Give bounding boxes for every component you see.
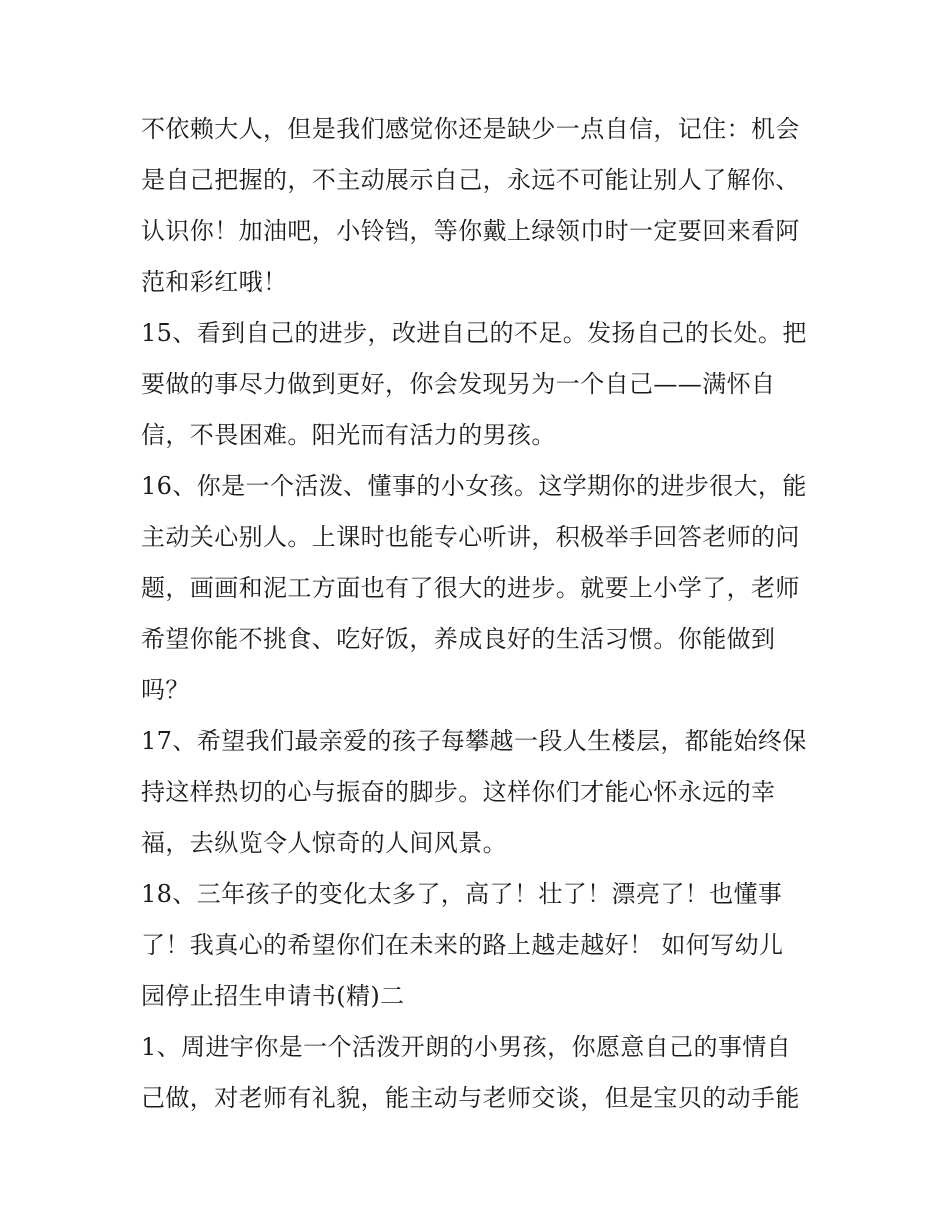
document-body xyxy=(141,104,813,1124)
text-line: 要做的事尽力做到更好，你会发现另为一个自己——满怀自 xyxy=(141,370,776,398)
text-line: 己做，对老师有礼貌，能主动与老师交谈，但是宝贝的动手能 xyxy=(141,1084,800,1112)
text-line: 园停止招生申请书(精)二 xyxy=(141,982,405,1010)
text-line: 18、三年孩子的变化太多了，高了！壮了！漂亮了！也懂事 xyxy=(141,880,783,908)
text-line: 16、你是一个活泼、懂事的小女孩。这学期你的进步很大，能 xyxy=(141,472,807,500)
text-line: 是自己把握的，不主动展示自己，永远不可能让别人了解你、 xyxy=(141,166,800,194)
text-line: 吗？ xyxy=(141,676,190,704)
text-line: 1、周进宇你是一个活泼开朗的小男孩，你愿意自己的事情自 xyxy=(141,1033,792,1061)
paragraph-continuation xyxy=(141,104,813,308)
text-line: 15、看到自己的进步，改进自己的不足。发扬自己的长处。把 xyxy=(141,319,807,347)
text-line: 题，画画和泥工方面也有了很大的进步。就要上小学了，老师 xyxy=(141,574,800,602)
paragraph-item-17 xyxy=(141,716,813,869)
text-line: 主动关心别人。上课时也能专心听讲，积极举手回答老师的问 xyxy=(141,523,800,551)
text-line: 认识你！加油吧，小铃铛，等你戴上绿领巾时一定要回来看阿 xyxy=(141,217,800,245)
paragraph-item-18 xyxy=(141,869,813,1022)
paragraph-item-15 xyxy=(141,308,813,461)
text-line: 信，不畏困难。阳光而有活力的男孩。 xyxy=(141,421,556,449)
text-line: 不依赖大人，但是我们感觉你还是缺少一点自信，记住：机会 xyxy=(141,115,800,143)
text-line: 持这样热切的心与振奋的脚步。这样你们才能心怀永远的幸 xyxy=(141,778,776,806)
text-line: 福，去纵览令人惊奇的人间风景。 xyxy=(141,829,507,857)
text-line: 范和彩红哦！ xyxy=(141,268,288,296)
paragraph-item-16 xyxy=(141,461,813,716)
text-line: 了！我真心的希望你们在未来的路上越走越好！ 如何写幼儿 xyxy=(141,931,784,959)
text-line: 17、希望我们最亲爱的孩子每攀越一段人生楼层，都能始终保 xyxy=(141,727,807,755)
paragraph-item-1 xyxy=(141,1022,813,1124)
text-line: 希望你能不挑食、吃好饭，养成良好的生活习惯。你能做到 xyxy=(141,625,776,653)
